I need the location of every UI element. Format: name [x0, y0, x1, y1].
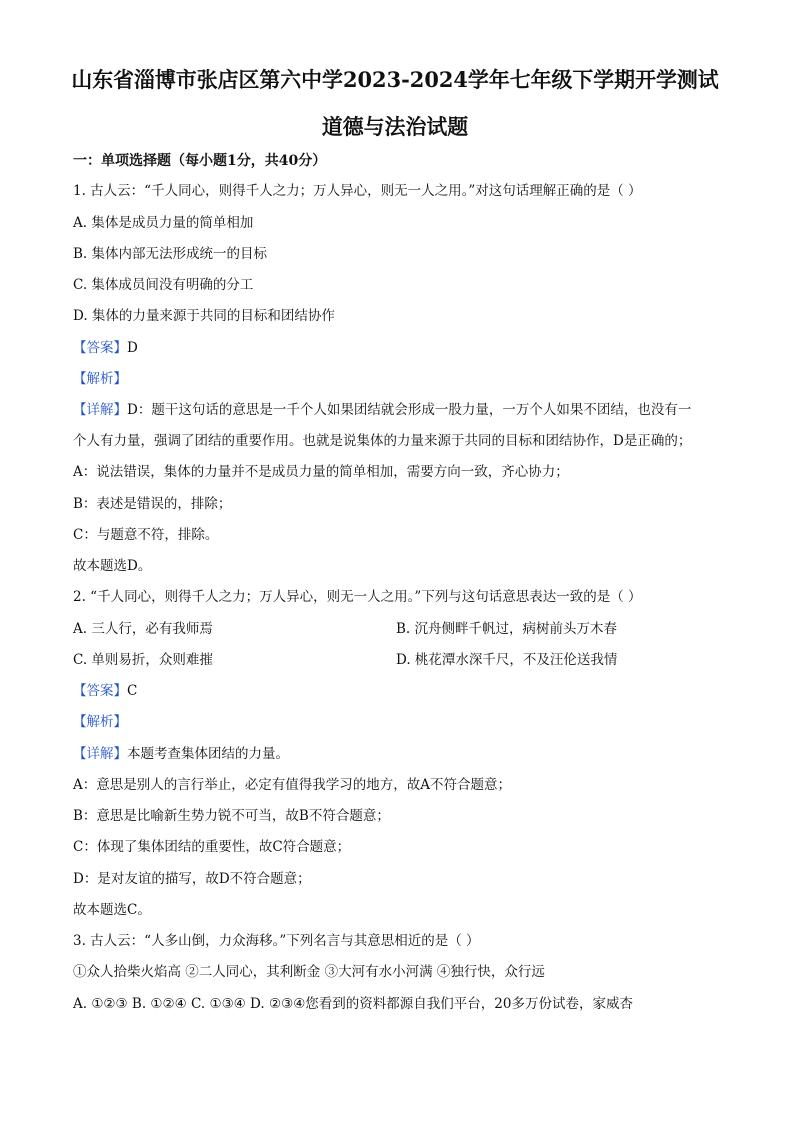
- q1-option-d: D. 集体的力量来源于共同的目标和团结协作: [73, 308, 335, 324]
- q3-items: ①众人拾柴火焰高 ②二人同心，其利断金 ③大河有水小河满 ④独行快，众行远: [73, 964, 545, 980]
- q1-option-a: A. 集体是成员力量的简单相加: [73, 215, 254, 231]
- q1-option-c: C. 集体成员间没有明确的分工: [73, 277, 254, 293]
- q1-option-b: B. 集体内部无法形成统一的目标: [73, 246, 268, 262]
- question-3-stem: 3. 古人云：“人多山倒，力众海移。”下列名言与其意思相近的是（ ）: [73, 933, 480, 949]
- answer-value: D: [127, 340, 138, 356]
- document-subtitle: 道德与法治试题: [321, 114, 469, 139]
- q2-detail-line: D：是对友谊的描写，故D不符合题意；: [73, 871, 311, 887]
- q2-option-c: C. 单则易折，众则难摧: [73, 652, 213, 668]
- detail-tag: 【详解】: [73, 402, 127, 418]
- q2-conclusion: 故本题选C。: [73, 902, 151, 918]
- q2-option-a: A. 三人行，必有我师焉: [73, 621, 213, 637]
- detail-tag: 【详解】: [73, 746, 127, 762]
- detail-text: D：题干这句话的意思是一千个人如果团结就会形成一股力量，一万个人如果不团结，也没有一: [127, 402, 692, 418]
- q2-detail-line: [73, 745, 289, 763]
- q1-detail-line: A：说法错误，集体的力量并不是成员力量的简单相加，需要方向一致，齐心协力；: [73, 464, 569, 480]
- q1-detail-line: 个人有力量，强调了团结的重要作用。也就是说集体的力量来源于共同的目标和团结协作，D是正确的；: [73, 433, 692, 449]
- q1-conclusion: 故本题选D。: [73, 558, 152, 574]
- q1-detail-line: B：表述是错误的，排除；: [73, 496, 232, 512]
- document-title: 山东省淄博市张店区第六中学2023-2024学年七年级下学期开学测试: [71, 67, 719, 92]
- q2-option-d: D. 桃花潭水深千尺，不及汪伦送我情: [396, 652, 618, 668]
- answer-tag: 【答案】: [73, 683, 127, 699]
- q2-detail-line: B：意思是比喻新生势力锐不可当，故B不符合题意；: [73, 808, 390, 824]
- q2-option-b: B. 沉舟侧畔千帆过，病树前头万木春: [396, 621, 618, 637]
- q2-answer: [73, 682, 137, 700]
- answer-tag: 【答案】: [73, 340, 127, 356]
- q1-detail-line: [73, 401, 691, 419]
- detail-text: 本题考查集体团结的力量。: [127, 746, 289, 762]
- q2-detail-line: C：体现了集体团结的重要性，故C符合题意；: [73, 839, 351, 855]
- q1-detail-line: C：与题意不符，排除。: [73, 527, 219, 543]
- q1-analysis-tag: 【解析】: [73, 371, 127, 387]
- question-1-stem: 1. 古人云：“千人同心，则得千人之力；万人异心，则无一人之用。”对这句话理解正确的是（ ）: [73, 183, 642, 199]
- answer-value: C: [127, 683, 138, 699]
- q3-options: A. ①②③ B. ①②④ C. ①③④ D. ②③④您看到的资料都源自我们平台，20多万份试卷，家威杏: [73, 996, 633, 1012]
- q1-answer: [73, 339, 138, 357]
- q2-detail-line: A：意思是别人的言行举止，必定有值得我学习的地方，故A不符合题意；: [73, 777, 511, 793]
- question-2-stem: 2. “千人同心，则得千人之力；万人异心，则无一人之用。”下列与这句话意思表达一致的是（ ）: [73, 589, 642, 605]
- section-heading: 一：单项选择题（每小题1分，共40分）: [73, 153, 327, 169]
- q2-analysis-tag: 【解析】: [73, 714, 127, 730]
